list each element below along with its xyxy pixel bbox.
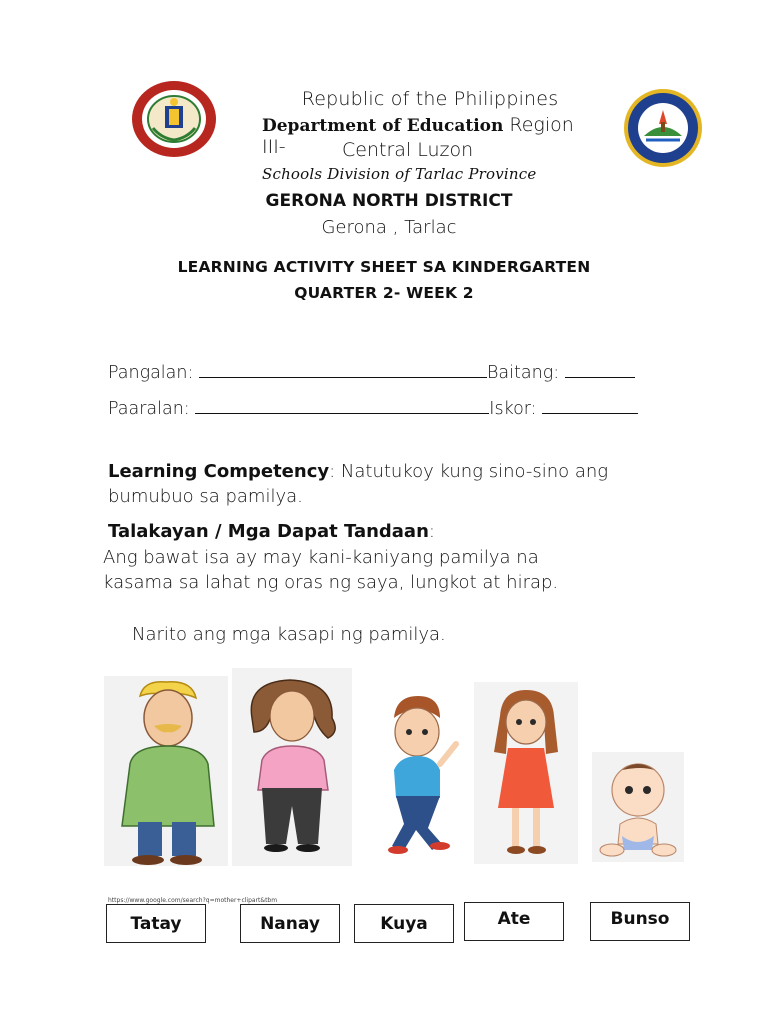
district-seal	[622, 88, 704, 168]
mother-illustration	[232, 668, 352, 866]
school-field[interactable]	[195, 396, 489, 414]
district-name: GERONA NORTH DISTRICT	[265, 191, 513, 211]
competency-text-1: : Natutukoy kung sino-sino ang	[329, 461, 609, 482]
score-field[interactable]	[542, 396, 638, 414]
grade-label: Baitang:	[486, 363, 560, 383]
label-nanay-text: Nanay	[260, 913, 320, 934]
label-tatay-text: Tatay	[130, 913, 182, 934]
competency-label: Learning Competency	[108, 461, 330, 482]
label-kuya	[354, 904, 454, 943]
region-name: Region III-	[262, 114, 574, 158]
image-credit: https://www.google.com/search?q=mother+clipart&tbm	[108, 897, 278, 904]
score-label: Iskor:	[489, 399, 537, 419]
older-brother-illustration	[370, 688, 462, 858]
schools-division: Schools Division of Tarlac Province	[262, 165, 537, 183]
school-score-row	[108, 396, 638, 419]
school-label: Paaralan:	[108, 399, 190, 419]
label-bunso-text: Bunso	[610, 909, 670, 929]
discussion-line-2: kasama sa lahat ng oras ng saya, lungkot at hirap.	[103, 572, 559, 593]
name-field[interactable]	[199, 360, 487, 378]
discussion-heading	[108, 519, 435, 544]
baby-illustration	[592, 752, 684, 862]
label-kuya-text: Kuya	[380, 913, 428, 934]
name-grade-row	[108, 360, 635, 383]
town-name: Gerona , Tarlac	[321, 217, 457, 238]
discussion-label: Talakayan / Mga Dapat Tandaan	[108, 521, 429, 542]
discussion-colon: :	[428, 521, 435, 542]
label-nanay	[240, 904, 340, 943]
label-ate	[464, 902, 564, 941]
grade-field[interactable]	[565, 360, 635, 378]
label-tatay	[106, 904, 206, 943]
competency-text-2: bumubuo sa pamilya.	[108, 486, 303, 507]
deped-name: Department of Education	[262, 116, 504, 136]
older-sister-illustration	[474, 682, 578, 864]
name-label: Pangalan:	[108, 363, 194, 383]
discussion-text	[103, 545, 663, 595]
sheet-title: LEARNING ACTIVITY SHEET SA KINDERGARTEN	[177, 258, 591, 276]
label-ate-text: Ate	[497, 909, 531, 929]
competency-block	[108, 459, 668, 509]
republic-heading: Republic of the Philippines	[301, 88, 559, 110]
family-intro: Narito ang mga kasapi ng pamilya.	[132, 624, 446, 645]
label-bunso	[590, 902, 690, 941]
central-luzon: Central Luzon	[342, 139, 474, 161]
discussion-line-1: Ang bawat isa ay may kani-kaniyang pamilya na	[103, 547, 539, 568]
father-illustration	[104, 676, 228, 866]
sheet-quarter: QUARTER 2- WEEK 2	[294, 284, 474, 302]
division-seal	[131, 80, 217, 158]
